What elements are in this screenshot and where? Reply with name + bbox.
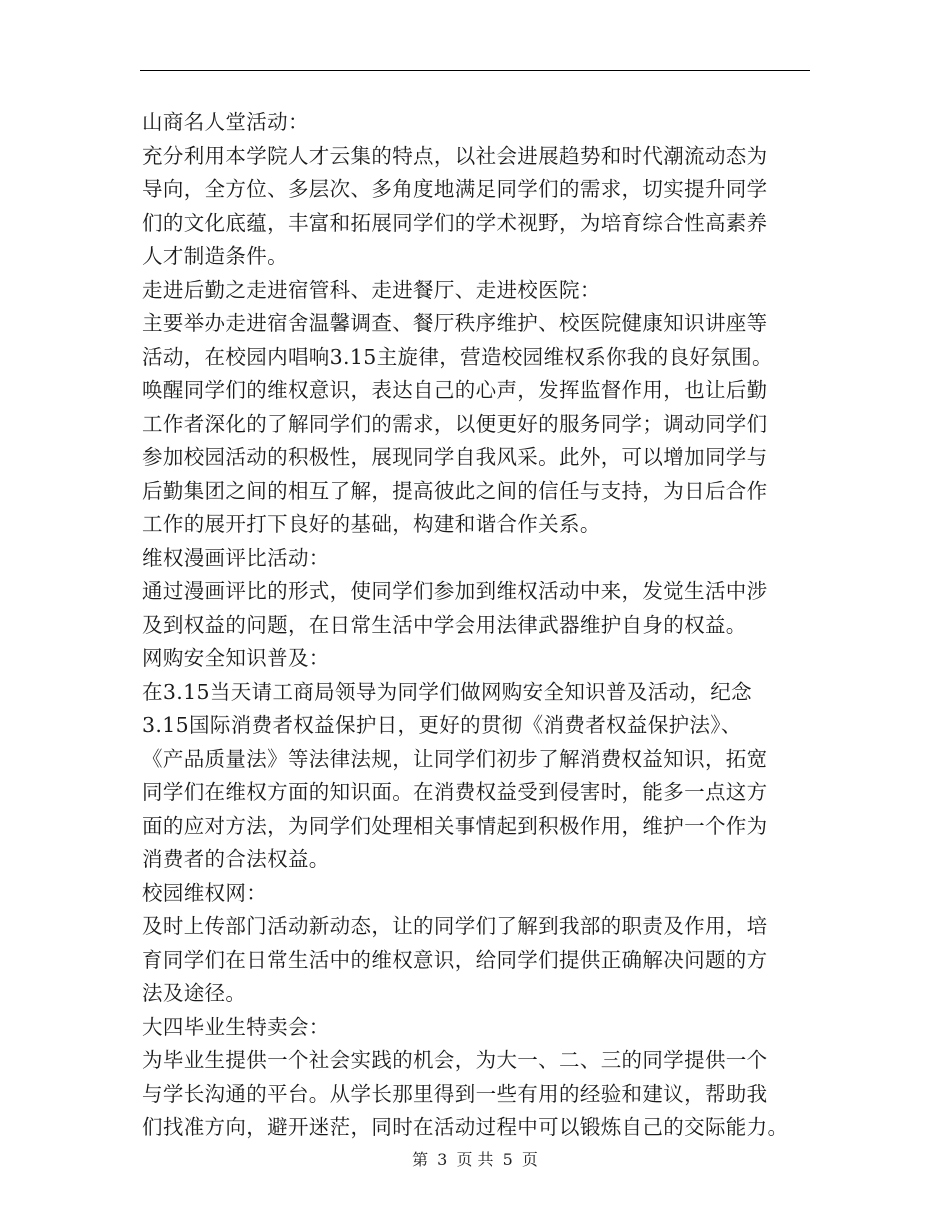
section-heading: 大四毕业生特卖会： [142, 1014, 330, 1039]
paragraph-line: 消费者的合法权益。 [142, 847, 330, 871]
section-heading: 网购安全知识普及： [142, 646, 330, 670]
paragraph-line: 面的应对方法，为同学们处理相关事情起到积极作用，维护一个作为 [142, 813, 768, 838]
paragraph-line: 《产品质量法》等法律法规，让同学们初步了解消费权益知识，拓宽 [142, 746, 768, 771]
total-pages: 5 [502, 1150, 513, 1169]
paragraph-line: 及时上传部门活动新动态，让的同学们了解到我部的职责及作用，培 [142, 914, 768, 938]
paragraph-line: 工作的展开打下良好的基础，构建和谐合作关系。 [142, 512, 601, 536]
paragraph-line: 主要举办走进宿舍温馨调查、餐厅秩序维护、校医院健康知识讲座等 [142, 311, 768, 335]
paragraph-line: 后勤集团之间的相互了解，提高彼此之间的信任与支持，为日后合作 [142, 478, 768, 503]
paragraph-line: 工作者深化的了解同学们的需求，以便更好的服务同学；调动同学们 [142, 411, 768, 436]
section-heading: 校园维权网： [142, 880, 268, 905]
paragraph-line: 活动，在校园内唱响3.15主旋律，营造校园维权系你我的良好氛围。 [142, 344, 773, 369]
section-heading: 维权漫画评比活动： [142, 545, 330, 570]
paragraph-line: 参加校园活动的积极性，展现同学自我风采。此外，可以增加同学与 [142, 445, 768, 469]
header-rule [140, 70, 810, 71]
page-footer [0, 1150, 950, 1170]
paragraph-line: 为毕业生提供一个社会实践的机会，为大一、二、三的同学提供一个 [142, 1048, 768, 1072]
document-body [142, 106, 810, 1145]
paragraph-line: 及到权益的问题，在日常生活中学会用法律武器维护自身的权益。 [142, 612, 747, 637]
page-number: 3 [437, 1150, 448, 1169]
page-middle: 页 共 [456, 1150, 494, 1169]
paragraph-line: 们的文化底蕴，丰富和拓展同学们的学术视野，为培育综合性高素养 [142, 210, 768, 235]
paragraph-line: 们找准方向，避开迷茫，同时在活动过程中可以锻炼自己的交际能力。 [142, 1115, 789, 1139]
page-suffix: 页 [521, 1150, 538, 1169]
paragraph-line: 同学们在维权方面的知识面。在消费权益受到侵害时，能多一点这方 [142, 780, 768, 804]
page-prefix: 第 [412, 1150, 429, 1169]
paragraph-line: 充分利用本学院人才云集的特点，以社会进展趋势和时代潮流动态为 [142, 143, 768, 168]
paragraph-line: 人才制造条件。 [142, 244, 288, 268]
paragraph-line: 法及途径。 [142, 981, 247, 1005]
paragraph-line: 在3.15当天请工商局领导为同学们做网购安全知识普及活动，纪念 [142, 679, 752, 704]
paragraph-line: 通过漫画评比的形式，使同学们参加到维权活动中来，发觉生活中涉 [142, 579, 768, 603]
paragraph-line: 育同学们在日常生活中的维权意识，给同学们提供正确解决问题的方 [142, 947, 768, 972]
paragraph-line: 与学长沟通的平台。从学长那里得到一些有用的经验和建议，帮助我 [142, 1081, 768, 1106]
section-heading: 山商名人堂活动： [142, 110, 309, 134]
section-heading: 走进后勤之走进宿管科、走进餐厅、走进校医院： [142, 277, 601, 302]
paragraph-line: 3.15国际消费者权益保护日，更好的贯彻《消费者权益保护法》、 [142, 713, 742, 737]
paragraph-line: 唤醒同学们的维权意识，表达自己的心声，发挥监督作用，也让后勤 [142, 378, 768, 402]
paragraph-line: 导向，全方位、多层次、多角度地满足同学们的需求，切实提升同学 [142, 177, 768, 201]
